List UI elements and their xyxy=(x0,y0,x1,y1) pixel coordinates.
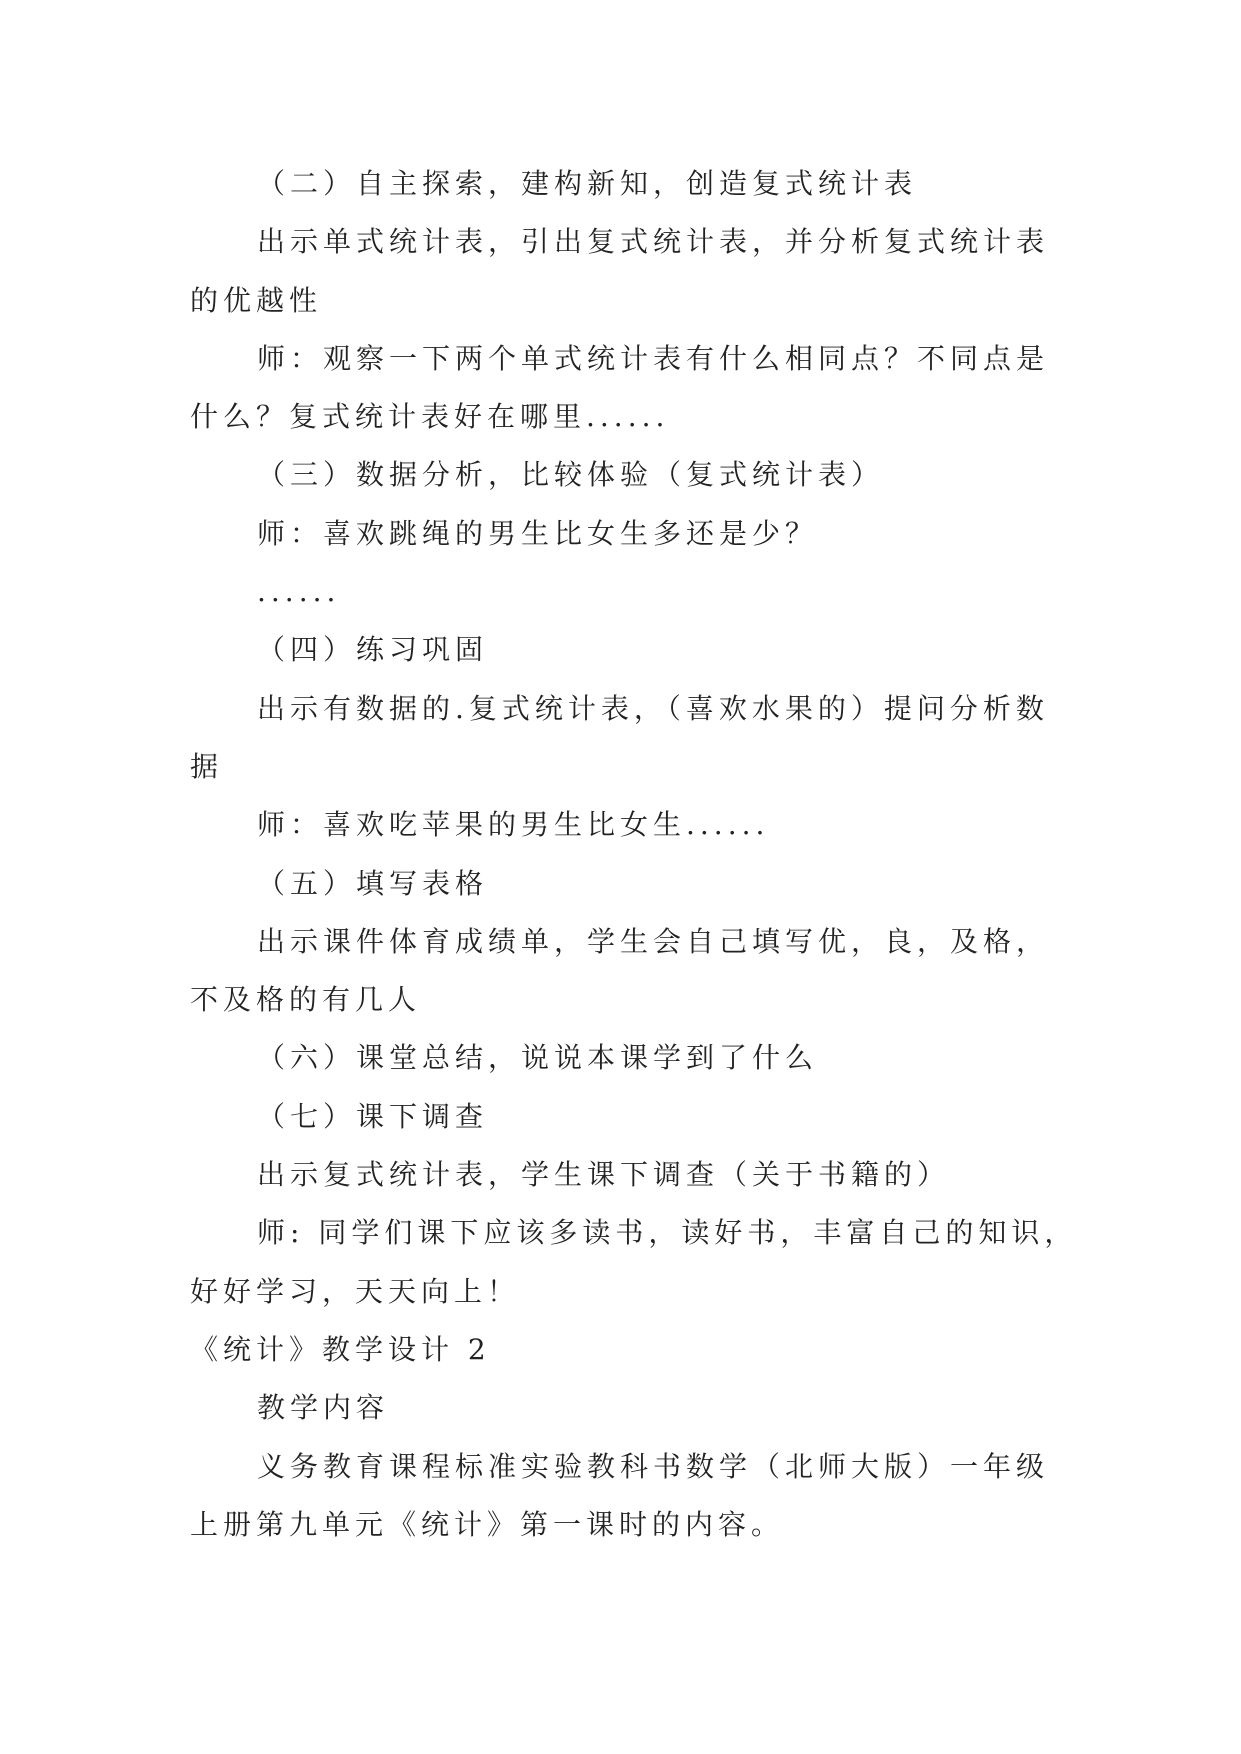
paragraph-line: 出示课件体育成绩单，学生会自己填写优，良，及格， xyxy=(257,924,1050,958)
section-heading: （二）自主探索，建构新知，创造复式统计表 xyxy=(257,167,918,200)
paragraph-line: 义务教育课程标准实验教科书数学（北师大版）一年级 xyxy=(257,1449,1050,1483)
paragraph-line: 出示单式统计表，引出复式统计表，并分析复式统计表 xyxy=(257,225,1050,259)
paragraph-line: 据 xyxy=(190,749,224,783)
paragraph-line: 师：喜欢跳绳的男生比女生多还是少？ xyxy=(257,516,819,550)
paragraph-line: 出示复式统计表，学生课下调查（关于书籍的） xyxy=(257,1158,951,1192)
section-heading: （六）课堂总结，说说本课学到了什么 xyxy=(257,1041,819,1075)
section-heading: （五）填写表格 xyxy=(257,866,489,900)
paragraph-line: 的优越性 xyxy=(190,283,323,317)
section-heading: （三）数据分析，比较体验（复式统计表） xyxy=(257,458,885,492)
document-body xyxy=(190,155,1090,1554)
paragraph-line: 师：喜欢吃苹果的男生比女生...... xyxy=(257,808,770,842)
document-title: 《统计》教学设计 2 xyxy=(190,1332,491,1366)
paragraph-line: 出示有数据的.复式统计表，（喜欢水果的）提问分析数 xyxy=(257,691,1049,725)
paragraph-line: 师: 同学们课下应该多读书，读好书，丰富自己的知识， xyxy=(257,1216,1078,1250)
paragraph-line: 上册第九单元《统计》第一课时的内容。 xyxy=(190,1507,785,1541)
paragraph-line: 不及格的有几人 xyxy=(190,983,422,1017)
paragraph-line: 什么？复式统计表好在哪里...... xyxy=(190,400,670,434)
section-heading: （七）课下调查 xyxy=(257,1099,489,1133)
section-heading: （四）练习巩固 xyxy=(257,633,489,667)
paragraph-line: 师：观察一下两个单式统计表有什么相同点？不同点是 xyxy=(257,341,1050,375)
ellipsis-line: ...... xyxy=(257,575,341,609)
paragraph-line: 好好学习，天天向上！ xyxy=(190,1274,521,1308)
section-heading: 教学内容 xyxy=(257,1391,390,1425)
